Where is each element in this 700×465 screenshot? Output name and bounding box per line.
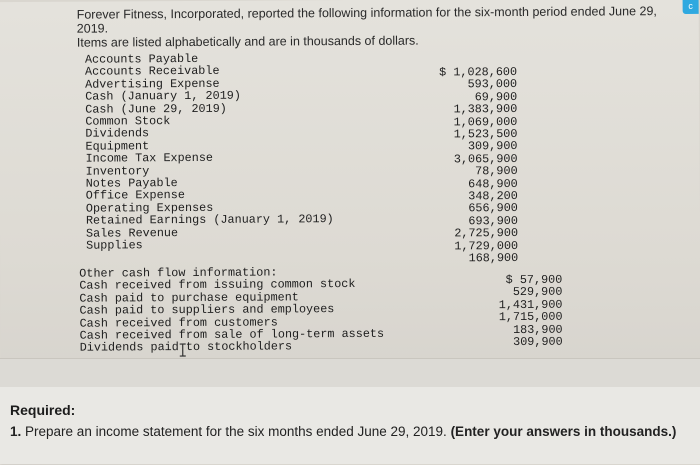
- cash-flow-values: [470, 274, 562, 349]
- account-label: Cash (June 29, 2019): [85, 101, 227, 117]
- cash-flow-value: $ 57,900: [505, 272, 563, 288]
- intro-line-2: Items are listed alphabetically and are in thousands of dollars.: [76, 33, 419, 50]
- account-label: Cash (January 1, 2019): [85, 88, 241, 104]
- account-label: Equipment: [85, 139, 150, 154]
- required-panel: [0, 358, 700, 464]
- cash-flow-label-list: [79, 278, 384, 354]
- account-label: Supplies: [86, 238, 143, 253]
- cash-flow-label: Cash received from issuing common stock: [79, 277, 356, 294]
- cash-flow-label: Cash paid to purchase equipment: [79, 290, 299, 306]
- question-number: 1.: [10, 424, 22, 439]
- account-label: Notes Payable: [85, 176, 178, 191]
- account-value: 348,200: [468, 189, 518, 204]
- account-value: 78,900: [475, 164, 518, 179]
- account-value: $ 1,028,600: [439, 64, 518, 80]
- account-value: 1,383,900: [453, 102, 518, 117]
- question-text: Prepare an income statement for the six months ended June 29, 2019.: [25, 424, 447, 439]
- account-label: Common Stock: [85, 114, 171, 129]
- cash-flow-label: Dividends paid to stockholders: [79, 339, 293, 356]
- question-1: [10, 424, 700, 439]
- question-instruction: (Enter your answers in thousands.): [450, 424, 677, 439]
- problem-intro: [77, 4, 687, 50]
- account-value: 1,523,500: [453, 127, 518, 142]
- cash-flow-value: 529,900: [512, 285, 563, 300]
- account-value: 309,900: [467, 139, 518, 154]
- account-label: Office Expense: [85, 188, 185, 204]
- account-value: 1,729,000: [454, 238, 519, 254]
- text-cursor-icon: [179, 343, 187, 357]
- cash-flow-label: Cash paid to suppliers and employees: [79, 302, 335, 318]
- account-value: 69,900: [474, 89, 518, 105]
- cash-flow-value: 183,900: [513, 322, 563, 337]
- account-label: Advertising Expense: [85, 76, 220, 92]
- corner-badge[interactable]: c: [683, 0, 699, 14]
- account-value: 648,900: [468, 176, 518, 191]
- cash-flow-label: Cash received from customers: [79, 315, 278, 331]
- account-value: 693,900: [468, 213, 518, 229]
- account-value: 1,069,000: [453, 114, 518, 129]
- account-label: Accounts Receivable: [84, 64, 220, 80]
- account-value: 593,000: [467, 77, 518, 92]
- account-value: 168,900: [468, 251, 519, 266]
- account-labels: [85, 52, 334, 252]
- account-label: Income Tax Expense: [85, 151, 214, 166]
- cash-flow-value: 309,900: [513, 334, 563, 350]
- cash-flow-label: Cash received from sale of long-term assets: [79, 326, 385, 343]
- account-value: 2,725,900: [454, 226, 519, 241]
- account-label: Sales Revenue: [85, 225, 179, 241]
- cash-flow-labels: [79, 266, 384, 355]
- account-label: Inventory: [85, 163, 150, 179]
- account-values: [419, 66, 518, 265]
- account-label: Dividends: [85, 126, 150, 142]
- cash-flow-heading: Other cash flow information:: [79, 265, 278, 281]
- cash-flow-value: 1,715,000: [498, 309, 563, 325]
- panel-header-strip: [0, 359, 700, 387]
- intro-line-1: Forever Fitness, Incorporated, reported the following information for the six-month period ended June 29, 2019.: [76, 4, 657, 36]
- account-label: Accounts Payable: [84, 51, 199, 67]
- account-value: 3,065,900: [453, 151, 518, 167]
- required-heading: Required:: [10, 402, 76, 418]
- cash-flow-value: 1,431,900: [498, 297, 563, 312]
- account-value: 656,900: [468, 201, 518, 216]
- account-label: Operating Expenses: [85, 200, 214, 216]
- account-label: Retained Earnings (January 1, 2019): [85, 212, 334, 228]
